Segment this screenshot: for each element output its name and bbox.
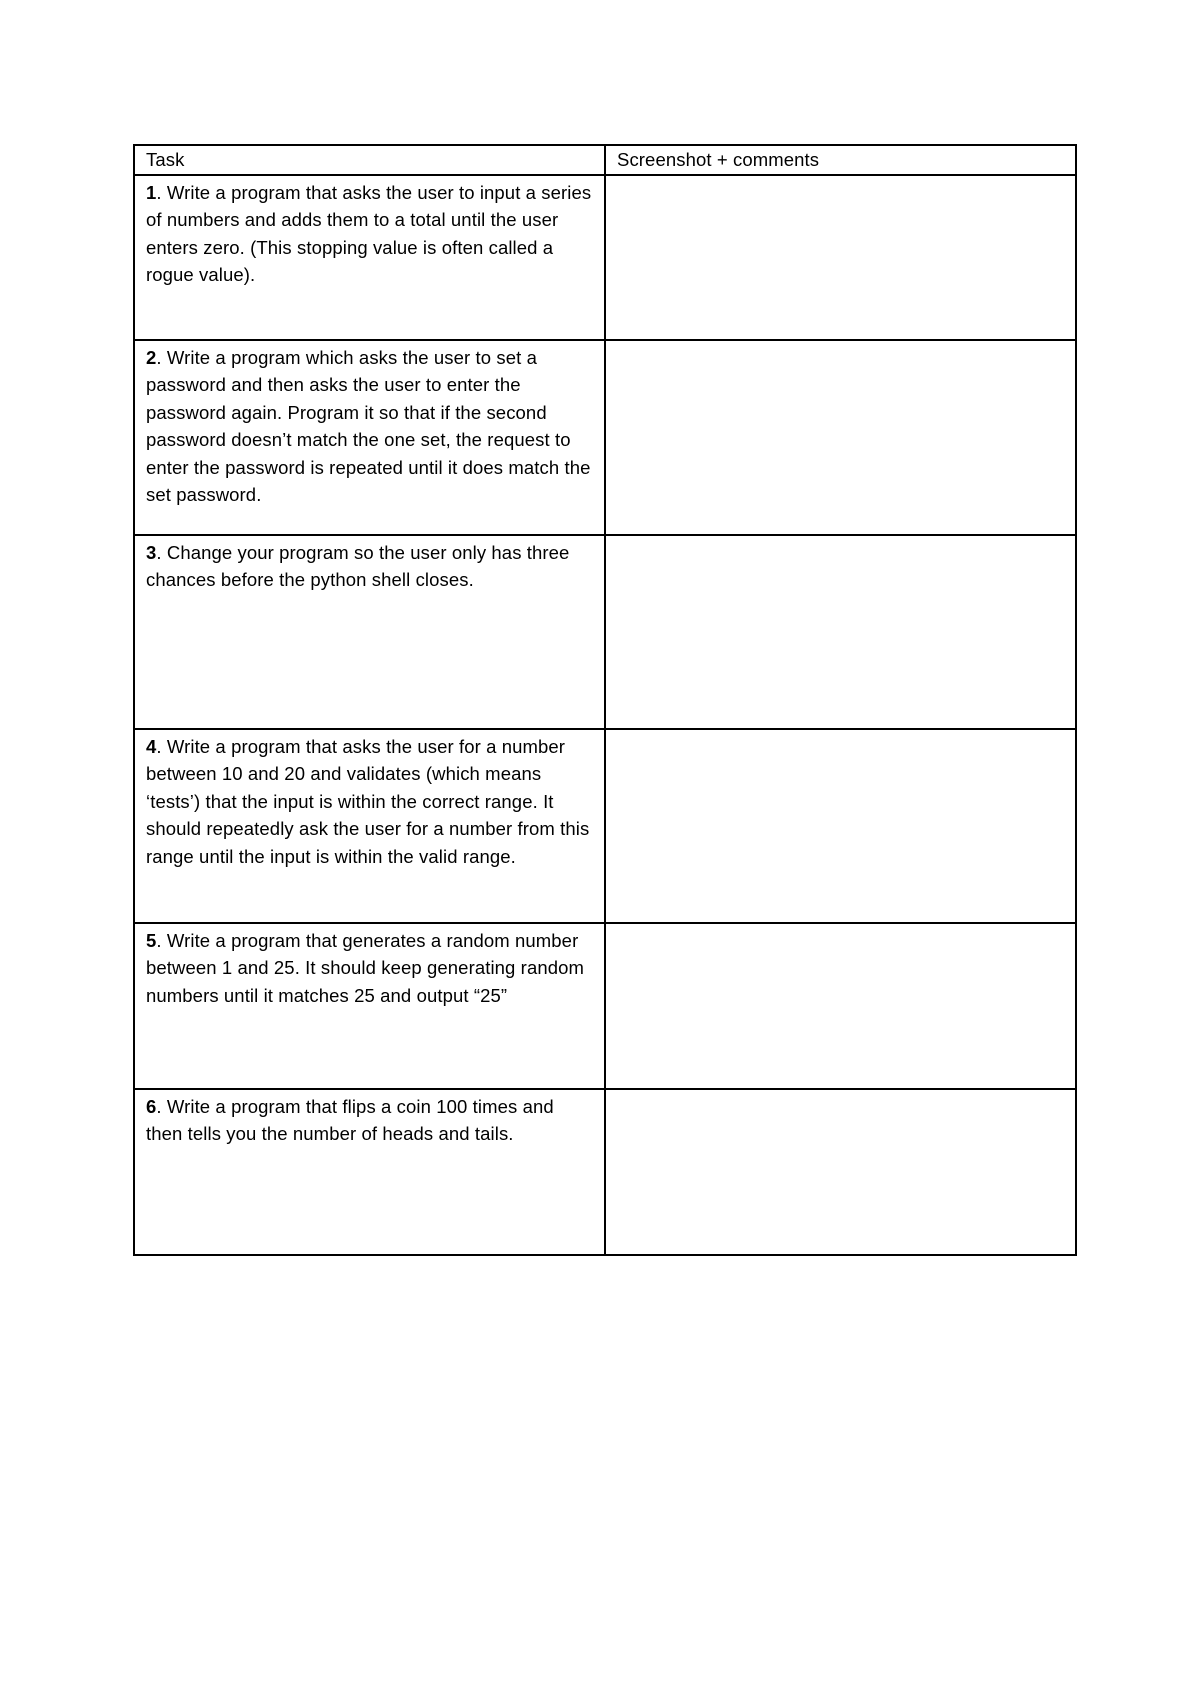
task-number: 4 [146, 736, 157, 757]
task-cell [134, 923, 605, 1089]
screenshot-comments-cell[interactable] [605, 340, 1076, 535]
task-text: . Write a program which asks the user to set a password and then asks the user to enter the password again. Program it so that if the second password doesn’t match the one set, the request to enter the password is repeated until it does match the set password. [146, 347, 591, 506]
task-number: 2 [146, 347, 157, 368]
task-number: 1 [146, 182, 157, 203]
task-text: . Write a program that generates a random number between 1 and 25. It should keep generating random numbers until it matches 25 and output “25” [146, 930, 585, 1006]
task-table [133, 144, 1077, 1256]
task-row [134, 923, 1076, 1089]
task-number: 3 [146, 542, 157, 563]
task-text: . Change your program so the user only has three chances before the python shell closes. [146, 542, 570, 591]
task-number: 6 [146, 1096, 157, 1117]
task-cell [134, 175, 605, 340]
screenshot-comments-cell[interactable] [605, 1089, 1076, 1255]
task-row [134, 175, 1076, 340]
header-row [134, 145, 1076, 175]
screenshot-column-header: Screenshot + comments [605, 145, 1076, 175]
task-number: 5 [146, 930, 157, 951]
task-text: . Write a program that flips a coin 100 times and then tells you the number of heads and tails. [146, 1096, 554, 1145]
task-row [134, 1089, 1076, 1255]
task-row [134, 535, 1076, 729]
screenshot-comments-cell[interactable] [605, 923, 1076, 1089]
task-cell [134, 535, 605, 729]
screenshot-comments-cell[interactable] [605, 175, 1076, 340]
task-column-header: Task [134, 145, 605, 175]
task-row [134, 340, 1076, 535]
screenshot-comments-cell[interactable] [605, 535, 1076, 729]
task-cell [134, 729, 605, 923]
task-text: . Write a program that asks the user to input a series of numbers and adds them to a total until the user enters zero. (This stopping value is often called a rogue value). [146, 182, 592, 286]
task-cell [134, 340, 605, 535]
task-cell [134, 1089, 605, 1255]
task-text: . Write a program that asks the user for a number between 10 and 20 and validates (which means ‘tests’) that the input is within the correct range. It should repeatedly ask the user for a number from this range until the input is within the valid range. [146, 736, 590, 867]
screenshot-comments-cell[interactable] [605, 729, 1076, 923]
task-row [134, 729, 1076, 923]
